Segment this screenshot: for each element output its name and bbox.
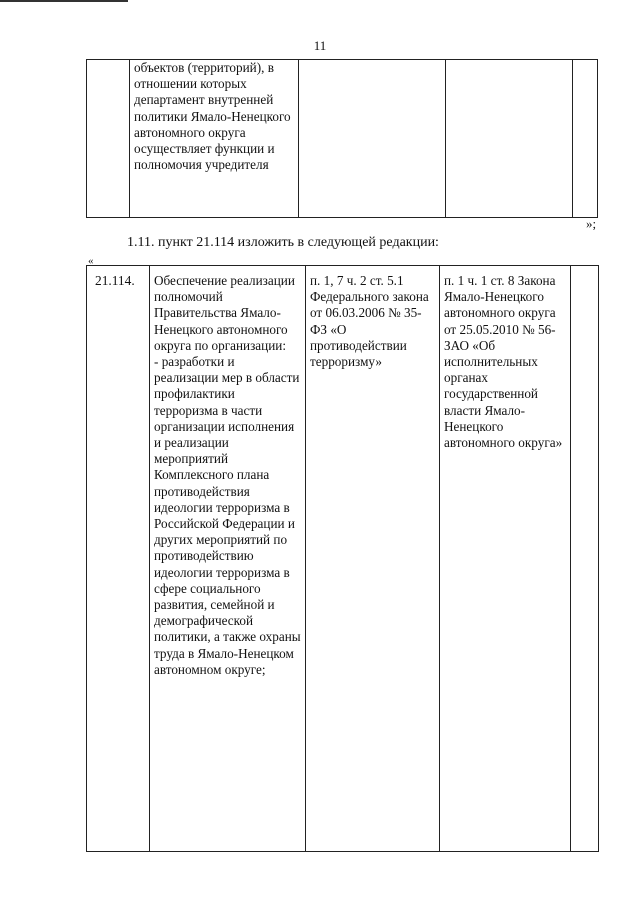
scan-edge-line — [0, 0, 128, 2]
regional-law-basis-cell: п. 1 ч. 1 ст. 8 Закона Ямало-Ненецкого автономного округа от 25.05.2010 № 56-ЗАО «Об исполнительных органах государственной власти Ямало-Ненецкого автономного округа» — [440, 266, 571, 852]
prev-extra-cell — [573, 60, 598, 218]
prev-federal-cell — [299, 60, 446, 218]
prev-number-cell — [87, 60, 130, 218]
closing-quote: »; — [586, 216, 597, 231]
table-row — [87, 60, 598, 218]
prev-regional-cell — [446, 60, 573, 218]
previous-table-fragment — [86, 59, 598, 218]
item-number-cell: 21.114. — [87, 266, 150, 852]
table-row — [87, 266, 599, 852]
amendment-instruction: 1.11. пункт 21.114 изложить в следующей редакции: — [127, 235, 439, 250]
prev-description-cell: объектов (территорий), в отношении которых департамент внутренней политики Ямало-Ненецкого автономного округа осуществляет функции и полномочия учредителя — [130, 60, 299, 218]
page-number: 11 — [313, 38, 327, 53]
item-description-cell: Обеспечение реализации полномочий Правительства Ямало-Ненецкого автономного округа по организации: - разработки и реализации мер в области профилактики терроризма в части организации исполнения и реализации мероприятий Комплексного плана противодействия идеологии терроризма в Российской Федерации и других мероприятий по противодействию идеологии терроризма в сфере социального развития, семейной и демографической политики, а также охраны труда в Ямало-Ненецком автономном округе; — [150, 266, 306, 852]
extra-cell — [571, 266, 599, 852]
amendment-table — [86, 265, 599, 852]
federal-law-basis-cell: п. 1, 7 ч. 2 ст. 5.1 Федерального закона от 06.03.2006 № 35-ФЗ «О противодействии терроризму» — [306, 266, 440, 852]
opening-quote: « — [88, 255, 94, 267]
